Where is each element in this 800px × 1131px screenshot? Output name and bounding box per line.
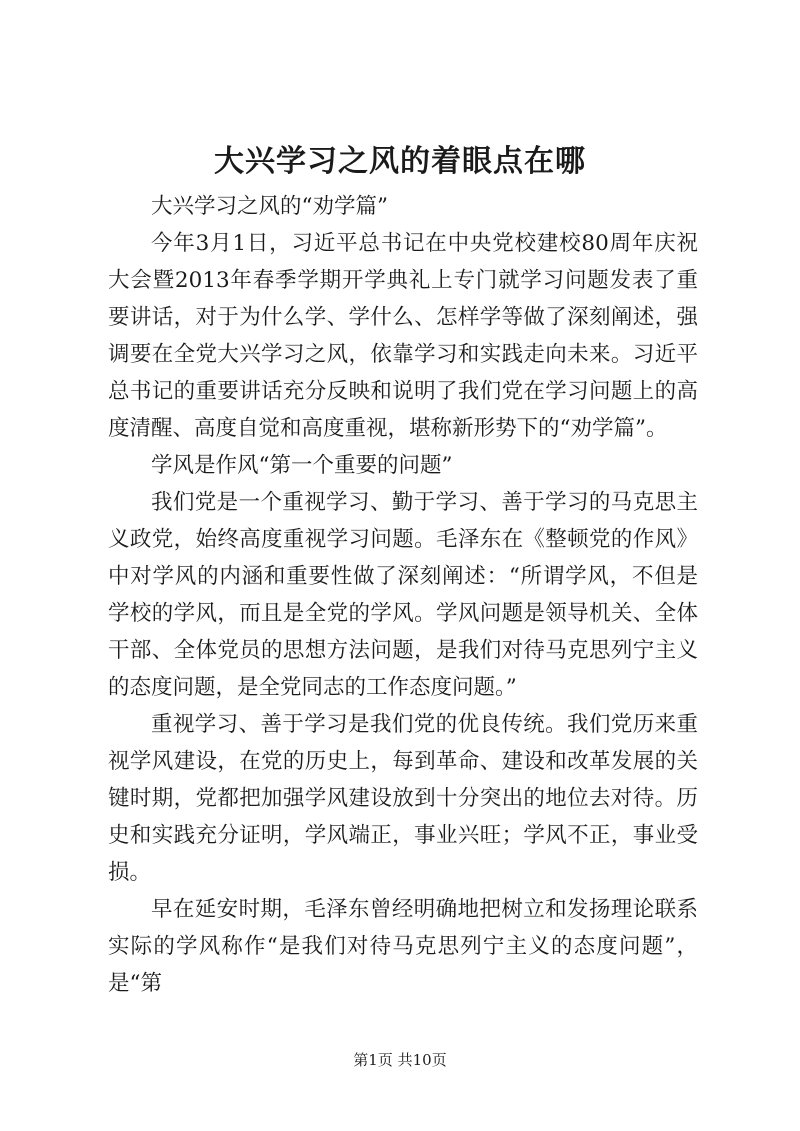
paragraph: 早在延安时期，毛泽东曾经明确地把树立和发扬理论联系实际的学风称作“是我们对待马克思列宁主义的态度问题”，是“第 [108,897,698,996]
paragraph: 重视学习、善于学习是我们党的优良传统。我们党历来重视学风建设，在党的历史上，每到革命、建设和改革发展的关键时期，党都把加强学风建设放到十分突出的地位去对待。历史和实践充分证明，学风端正，事业兴旺；学风不正，事业受损。 [108,712,698,885]
paragraph: 我们党是一个重视学习、勤于学习、善于学习的马克思主义政党，始终高度重视学习问题。毛泽东在《整顿党的作风》中对学风的内涵和重要性做了深刻阐述：“所谓学风，不但是学校的学风，而且是全党的学风。学风问题是领导机关、全体干部、全体党员的思想方法问题，是我们对待马克思列宁主义的态度问题，是全党同志的工作态度问题。” [108,490,698,700]
document-title: 大兴学习之风的着眼点在哪 [214,144,586,179]
paragraph: 大兴学习之风的“劝学篇” [151,194,388,219]
page-number-footer: 第1页 共10页 [353,1051,447,1069]
paragraph: 今年3月1日，习近平总书记在中央党校建校80周年庆祝大会暨2013年春季学期开学典礼上专门就学习问题发表了重要讲话，对于为什么学、学什么、怎样学等做了深刻阐述，强调要在全党大兴学习之风，依靠学习和实践走向未来。习近平总书记的重要讲话充分反映和说明了我们党在学习问题上的高度清醒、高度自觉和高度重视，堪称新形势下的“劝学篇”。 [108,231,698,441]
document-body [108,188,698,1002]
paragraph: 学风是作风“第一个重要的问题” [151,453,453,478]
